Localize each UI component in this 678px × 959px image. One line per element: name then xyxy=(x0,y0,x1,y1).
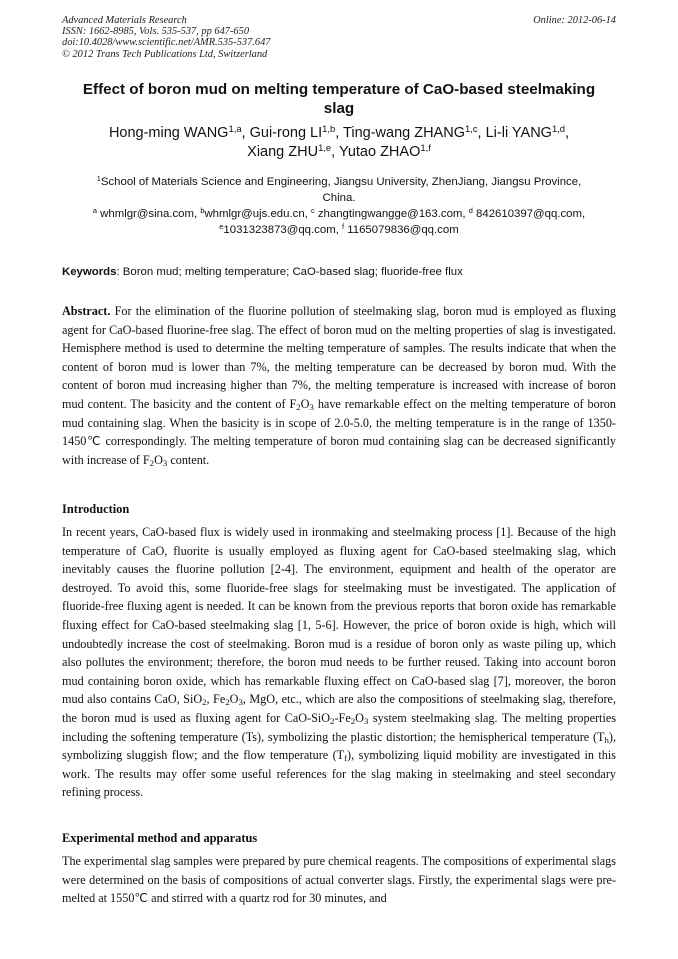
experimental-heading: Experimental method and apparatus xyxy=(62,831,258,845)
keywords-text: : Boron mud; melting temperature; CaO-based slag; fluoride-free flux xyxy=(116,266,463,278)
journal-header xyxy=(62,15,616,60)
author-separator: , xyxy=(335,125,344,141)
abstract-text: O xyxy=(300,396,310,411)
doi-line: doi:10.4028/www.scientific.net/AMR.535-537.647 xyxy=(62,37,271,49)
subscript: 3 xyxy=(162,457,168,468)
author-affiliation-sup: 1,a xyxy=(228,122,242,134)
author-name: Yutao ZHAO xyxy=(338,144,421,160)
experimental-body: The experimental slag samples were prepared by pure chemical reagents. The compositions of experimental slags were determined on the basis of compositions of actual converter slags. Firstly, the experimental slags were pre-melted at 1550℃ and stirred with a quartz rod for 30 minutes, and xyxy=(62,854,616,906)
abstract-text: For the elimination of the fluorine pollution of steelmaking slag, boron mud is employed as fluxing agent for CaO-based fluorine-free slag. The effect of boron mud on the melting properties of slag is investigated. Hemisphere method is used to determine the melting temperature of samples. The results indicate that when the content of boron mud is lower than 7%, the melting temperature can be decreased by boron mud. With the content of boron mud increasing higher than 7%, the melting temperature is increased with increase of boron mud content. The basicity and the content of F xyxy=(62,304,616,411)
affiliation xyxy=(62,174,616,206)
introduction-heading: Introduction xyxy=(62,502,130,516)
email-sup: e xyxy=(219,221,224,231)
author-name: Hong-ming WANG xyxy=(108,125,229,141)
intro-text: O xyxy=(229,692,239,707)
author-affiliation-sup: 1,f xyxy=(420,141,431,153)
journal-name: Advanced Materials Research xyxy=(62,15,187,26)
author-affiliation-sup: 1,e xyxy=(318,141,332,153)
email-address: whmlgr@ujs.edu.cn, xyxy=(204,208,311,220)
paper-title xyxy=(62,80,616,118)
intro-text: O xyxy=(355,710,364,725)
subscript: 3 xyxy=(238,697,243,708)
abstract-label: Abstract. xyxy=(62,304,111,318)
email-address: zhangtingwangge@163.com, xyxy=(317,208,469,220)
introduction-body xyxy=(62,523,616,802)
email-address: 1165079836@qq.com xyxy=(347,224,459,236)
abstract xyxy=(62,302,616,469)
title-line-1: Effect of boron mud on melting temperature of CaO-based steelmaking xyxy=(82,81,596,98)
abstract-text: have remarkable effect on the melting temperature of boron mud containing slag. When the basicity is in scope of 2.0-5.0, the melting temperature is in the range of 1350-1450℃ correspondingly. The melting temperature of boron mud containing slag can be decreased significantly with increase of F xyxy=(62,396,616,467)
author-name: Xiang ZHU xyxy=(247,144,319,160)
email-address: 842610397@qq.com, xyxy=(476,208,586,220)
email-sup: c xyxy=(310,205,315,215)
author-name: Li-li YANG xyxy=(485,125,552,141)
keywords-label: Keywords xyxy=(62,266,117,278)
abstract-text: content. xyxy=(167,452,210,467)
email-address: whmlgr@sina.com, xyxy=(100,208,201,220)
subscript: h xyxy=(604,734,609,745)
online-date: Online: 2012-06-14 xyxy=(533,15,616,26)
email-sup: a xyxy=(92,205,97,215)
title-line-2: slag xyxy=(323,100,355,117)
affiliation-line-2: China. xyxy=(322,192,356,204)
subscript: 2 xyxy=(149,457,155,468)
author-name: Gui-rong LI xyxy=(249,125,323,141)
intro-text: ), symbolizing liquid mobility are investigated in this work. The results may offer some useful references for the slag making in steelmaking and steel secondary refining process. xyxy=(62,748,616,800)
intro-text: system steelmaking slag. The melting properties including the softening temperature (Ts), symbolizing the plastic distortion; the hemispherical temperature (T xyxy=(62,710,616,744)
email-sup: f xyxy=(342,221,345,231)
subscript: 2 xyxy=(296,402,301,413)
subscript: 3 xyxy=(363,716,369,727)
intro-text: , MgO, etc., which are also the compositions of steelmaking slag, therefore, the boron mud is used as fluxing agent for CaO-SiO xyxy=(62,692,616,725)
email-address: 1031323873@qq.com, xyxy=(223,224,343,236)
affiliation-line-1: School of Materials Science and Engineering, Jiangsu University, ZhenJiang, Jiangsu Province, xyxy=(100,176,582,188)
abstract-text: O xyxy=(154,452,163,467)
intro-text: -Fe xyxy=(334,710,351,725)
author-list xyxy=(62,124,616,162)
author-affiliation-sup: 1,d xyxy=(551,122,566,134)
intro-text: , Fe xyxy=(206,692,226,707)
subscript: 2 xyxy=(202,697,207,708)
intro-text: In recent years, CaO-based flux is widely used in ironmaking and steelmaking process [1]. Because of the high temperature of CaO, fluorite is usually employed as fluxing agent for CaO-based steelmaking slag, which inevitably causes the fluorine pollution [2-4]. The environment, equipment and health of the operator are destroyed. To avoid this, some fluoride-free slags for steelmaking must be investigated. The application of fluoride-free fluxing agent is needed. It can be known from the previous reports that boron oxide has remarkable fluxing effect for CaO-based steelmaking slag [1, 5-6]. However, the price of boron oxide is high, which will undoubtedly increase the cost of steelmaking. Boron mud is a residue of boron only as waste piling up, which also pollutes the environment; therefore, the boron mud needs to be further reused. Taking into account boron mud containing boron oxide, which has remarkable fluxing effect on CaO-based slag [7], moreover, the boron mud also contains CaO, SiO xyxy=(62,525,616,707)
subscript: 3 xyxy=(309,402,314,413)
author-separator: , xyxy=(565,125,570,141)
author-emails xyxy=(62,206,616,238)
author-separator: , xyxy=(477,125,486,141)
email-sup: b xyxy=(200,205,205,215)
author-name: Ting-wang ZHANG xyxy=(343,125,465,141)
author-affiliation-sup: 1,c xyxy=(464,122,478,134)
subscript: 2 xyxy=(330,716,335,727)
intro-text: ), symbolizing sluggish flow; and the flow temperature (T xyxy=(62,729,616,763)
copyright-line: © 2012 Trans Tech Publications Ltd, Switzerland xyxy=(62,48,268,60)
subscript: 2 xyxy=(350,716,356,727)
author-affiliation-sup: 1,b xyxy=(322,122,336,134)
author-separator: , xyxy=(241,125,250,141)
subscript: 2 xyxy=(225,697,230,708)
author-separator: , xyxy=(331,144,339,160)
issn-line: ISSN: 1662-8985, Vols. 535-537, pp 647-650 xyxy=(62,26,250,38)
keywords xyxy=(62,265,616,279)
email-sup: d xyxy=(468,205,473,215)
affiliation-sup: 1 xyxy=(96,173,101,183)
subscript: f xyxy=(344,753,348,764)
